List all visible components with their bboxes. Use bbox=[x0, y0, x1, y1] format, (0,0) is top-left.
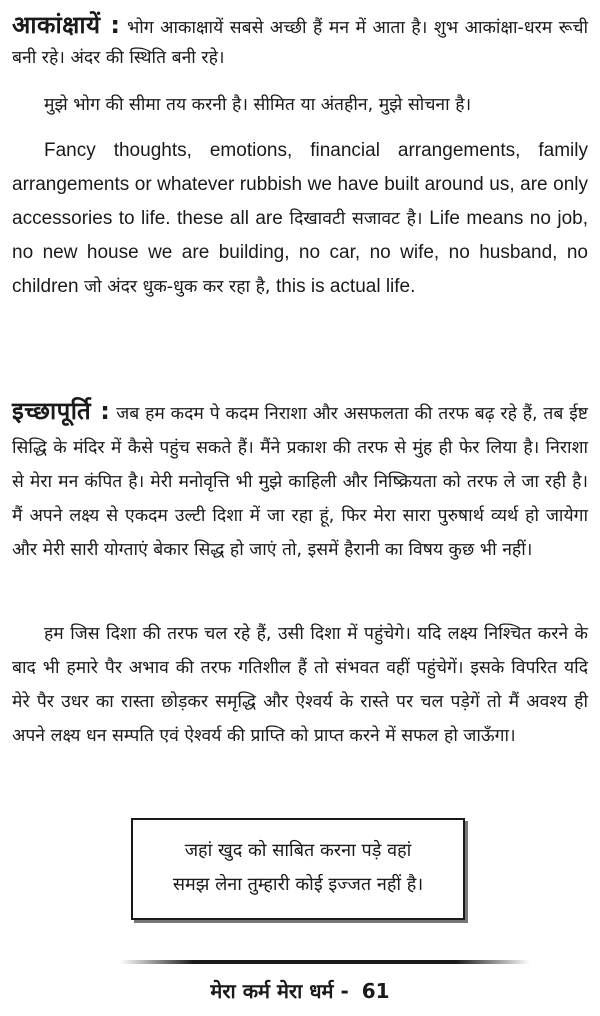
english-text-2: Life means no job, no new house we are building, no car, no wife, no husband, no children bbox=[12, 208, 588, 297]
heading-wish-fulfillment: इच्छापूर्ति : bbox=[12, 397, 111, 425]
quote-box bbox=[131, 818, 465, 920]
limits-text: मुझे भोग की सीमा तय करनी है। सीमित या अंतहीन, मुझे सोचना है। bbox=[44, 95, 472, 115]
english-text-1: Fancy thoughts, emotions, financial arrangements, family arrangements or whatever rubbish we have built around us, are only accessories to life. these all are bbox=[12, 140, 588, 229]
heading-aspirations: आकांक्षायें : bbox=[12, 11, 121, 39]
section-wish-fulfillment bbox=[12, 394, 588, 567]
page-number: 61 bbox=[361, 979, 390, 1003]
quote-line-2: समझ लेना तुम्हारी कोई इज्जत नहीं है। bbox=[172, 874, 424, 895]
page-footer bbox=[0, 976, 600, 1006]
section-aspirations bbox=[12, 10, 588, 73]
aspirations-text: भोग आकाक्षायें सबसे अच्छी हैं मन में आता है। शुभ आकांक्षा-धरम रूची बनी रहे। अंदर की स्थिति बनी रहे। bbox=[12, 18, 588, 68]
quote-line-1: जहां खुद को साबित करना पड़े वहां bbox=[184, 840, 412, 861]
paragraph-limits bbox=[12, 90, 588, 120]
paragraph-direction bbox=[12, 617, 588, 753]
english-text-3: this is actual life. bbox=[276, 276, 416, 297]
paragraph-actual-life bbox=[12, 134, 588, 304]
hindi-text-2: जो अंदर धुक-धुक कर रहा है, bbox=[84, 277, 271, 297]
direction-text: हम जिस दिशा की तरफ चल रहे हैं, उसी दिशा में पहुंचेगे। यदि लक्ष्य निश्चित करने के बाद भी हमारे पैर अभाव की तरफ गतिशील हैं तो संभवत वहीं पहुंचेगें। इसके विपरित यदि मेरे पैर उधर का रास्ता छोड़कर समृद्धि और ऐश्वर्य के रास्ते पर चल पड़ेगें तो मैं अवश्य ही अपने लक्ष्य धन सम्पति एवं ऐश्वर्य की प्राप्ति को प्राप्त करने में सफल हो जाऊँगा। bbox=[12, 624, 588, 746]
wish-fulfillment-text: जब हम कदम पे कदम निराशा और असफलता की तरफ बढ़ रहे हैं, तब ईष्ट सिद्धि के मंदिर में कैसे पहुंच सकते हैं। मैंने प्रकाश की तरफ से मुंह ही फेर लिया है। निराशा से मेरा मन कंपित है। मेरी मनोवृत्ति भी मुझे काहिली और निष्क्रियता को तरफ ले जा रही है। मैं अपने लक्ष्य से एकदम उल्टी दिशा में जा रहा हूं, फिर मेरा सारा पुरुषार्थ व्यर्थ हो जायेगा और मेरी सारी योग्ताएं बेकार सिद्ध हो जाएं तो, इसमें हैरानी का विषय कुछ भी नहीं। bbox=[12, 404, 589, 560]
hindi-text-1: दिखावटी सजावट है। bbox=[289, 209, 423, 229]
footer-divider bbox=[120, 960, 530, 964]
footer-title: मेरा कर्म मेरा धर्म - bbox=[210, 979, 349, 1003]
